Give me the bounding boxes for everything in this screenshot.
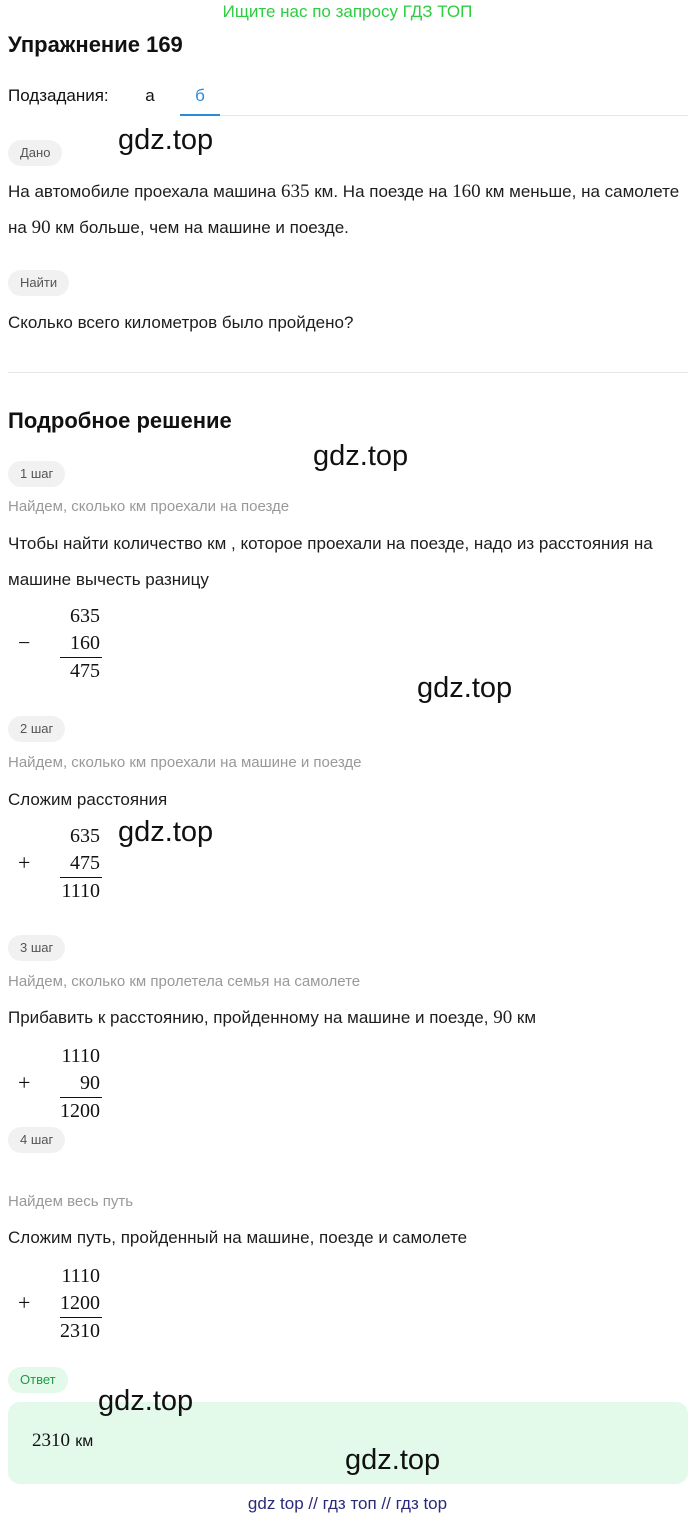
step-2-calculation: [18, 823, 118, 903]
step-4-pill: 4 шаг: [8, 1127, 65, 1153]
operand-b: 90: [80, 1072, 100, 1094]
step-4-hint: Найдем весь путь: [8, 1193, 134, 1210]
plus-sign: +: [18, 1290, 31, 1315]
operand-b: 160: [70, 632, 100, 654]
solution-title: Подробное решение: [8, 408, 232, 433]
plus-sign: +: [18, 850, 31, 875]
plus-sign: +: [18, 1070, 31, 1095]
subtask-tab-a[interactable]: а: [145, 86, 155, 105]
watermark: gdz.top: [417, 672, 513, 704]
step-3-text: Прибавить к расстоянию, пройденному на машине и поезде, 90 км: [8, 1007, 537, 1028]
step-1-calculation: [18, 603, 118, 683]
operand-a: 635: [70, 605, 100, 627]
subtasks-label: Подзадания:: [8, 86, 109, 105]
find-pill: Найти: [8, 270, 69, 296]
step-2-hint: Найдем, сколько км проехали на машине и поезде: [8, 754, 362, 771]
watermark: gdz.top: [118, 124, 214, 156]
step-1-pill: 1 шаг: [8, 461, 65, 487]
given-text: На автомобиле проехала машина 635 км. На поезде на 160 км меньше, на самолете на 90 км больше, чем на машине и поезде.: [8, 181, 680, 238]
footer-links[interactable]: gdz top // гдз топ // гдз top: [247, 1494, 448, 1513]
minus-sign: −: [18, 630, 31, 655]
result: 475: [70, 660, 100, 682]
watermark: gdz.top: [313, 440, 409, 472]
top-banner: Ищите нас по запросу ГДЗ ТОП: [222, 2, 473, 21]
step-2-pill: 2 шаг: [8, 716, 65, 742]
result: 1110: [61, 880, 100, 902]
tabs-divider: [220, 115, 688, 116]
step-3-calculation: [18, 1043, 118, 1123]
operand-b: 1200: [60, 1292, 100, 1314]
find-text: Сколько всего километров было пройдено?: [8, 313, 354, 332]
operand-b: 475: [70, 852, 100, 874]
step-1-hint: Найдем, сколько км проехали на поезде: [8, 498, 290, 515]
subtask-tab-b[interactable]: б: [195, 86, 205, 105]
step-3-hint: Найдем, сколько км пролетела семья на самолете: [8, 973, 361, 990]
step-4-text: Сложим путь, пройденный на машине, поезде и самолете: [8, 1228, 468, 1247]
active-tab-indicator: [180, 114, 220, 116]
operand-a: 1110: [61, 1045, 100, 1067]
watermark: gdz.top: [118, 816, 214, 848]
step-4-calculation: [18, 1263, 118, 1343]
section-divider: [8, 372, 688, 373]
page-title: Упражнение 169: [8, 32, 183, 57]
result: 1200: [60, 1100, 100, 1122]
answer-pill: Ответ: [8, 1367, 68, 1393]
operand-a: 1110: [61, 1265, 100, 1287]
operand-a: 635: [70, 825, 100, 847]
answer-value: 2310 км: [32, 1430, 94, 1451]
watermark: gdz.top: [345, 1444, 441, 1476]
step-3-pill: 3 шаг: [8, 935, 65, 961]
result: 2310: [60, 1320, 100, 1342]
given-pill: Дано: [8, 140, 62, 166]
step-2-text: Сложим расстояния: [8, 790, 168, 809]
step-1-text: Чтобы найти количество км , которое проехали на поезде, надо из расстояния на машине вычесть разницу: [8, 534, 653, 589]
watermark: gdz.top: [98, 1385, 194, 1417]
